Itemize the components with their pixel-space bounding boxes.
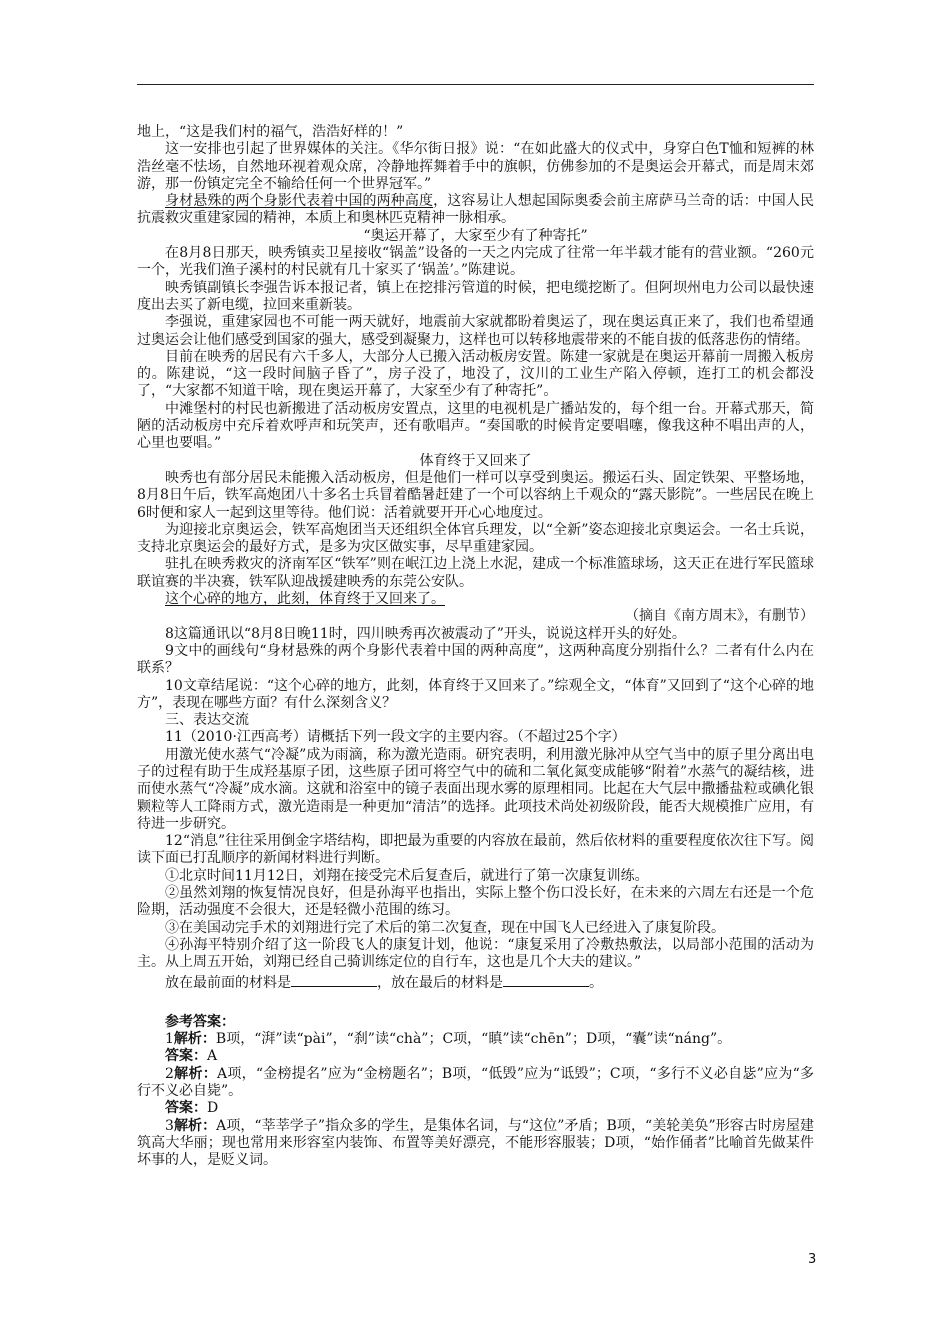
- answer-3: 3解析：A项，“莘莘学子”指众多的学生，是集体名词，与“这位”矛盾；B项，“美轮美奂”形容古时房屋建筑高大华丽；现也常用来形容室内装饰、布置等美好漂亮，不能形容服装；D项，“始作俑者”比喻首先做某件坏事的人，是贬义词。: [137, 1117, 815, 1169]
- fill-blank-last: [503, 974, 589, 987]
- question-11: 11（2010·江西高考）请概括下列一段文字的主要内容。（不超过25个字）: [165, 729, 626, 746]
- paragraph-12: 驻扎在映秀救灾的济南军区“铁军”则在岷江边上浇上水泥，建成一个标准篮球场，这天正在进行军民篮球联谊赛的半决赛，铁军队迎战援建映秀的东莞公安队。: [137, 556, 814, 590]
- paragraph-8: 中滩堡村的村民也新搬进了活动板房安置点，这里的电视机是广播站发的，每个组一台。开幕式那天，简陋的活动板房中充斥着欢呼声和玩笑声，还有歌唱声。“奏国歌的时候肯定要唱噻，像我这种不唱出声的人，心里也要唱。”: [137, 400, 814, 452]
- paragraph-2: [137, 193, 814, 228]
- source-note: （摘自《南方周末》，有删节）: [625, 608, 814, 625]
- fill-in-line: [137, 974, 814, 992]
- fill-blank-first: [291, 974, 377, 987]
- paragraph-2-rest: ，这容易让人想起国际奥委会前主席萨马兰奇的话：中国人民抗震救灾重建家园的精神，本质上和奥林匹克精神一脉相承。: [137, 193, 815, 227]
- material-1: ①北京时间11月12日，刘翔在接受完术后复查后，就进行了第一次康复训练。: [165, 867, 649, 884]
- underlined-sentence: 身材悬殊的两个身影代表着中国的两种高度: [165, 193, 434, 210]
- document-body: [137, 124, 814, 1170]
- paragraph-1: 这一安排也引起了世界媒体的关注。《华尔街日报》说：“在如此盛大的仪式中，身穿白色T恤和短裤的林浩丝毫不怯场，自然地环视着观众席，冷静地挥舞着手中的旗帜，仿佛参加的不是奥运会开幕式，而是周末郊游，那一份镇定完全不输给任何一个世界冠军。”: [137, 141, 814, 192]
- answer-2: 2解析：A项，“金榜提名”应为“金榜题名”；B项，“低毁”应为“诋毁”；C项，“多行不义必自毖”应为“多行不义必自毙”。: [137, 1065, 814, 1100]
- section-heading-2: 体育终于又回来了: [419, 452, 532, 469]
- fill-text-b: ，放在最后的材料是: [377, 974, 503, 991]
- paragraph-5: 映秀镇副镇长李强告诉本报记者，镇上在挖排污管道的时候，把电缆挖断了。但阿坝州电力公司以最快速度出去买了新电缆，拉回来重新装。: [137, 279, 814, 313]
- fill-text-c: 。: [589, 974, 603, 991]
- paragraph-11: 为迎接北京奥运会，铁军高炮团当天还组织全体官兵理发，以“全新”姿态迎接北京奥运会。一名士兵说，支持北京奥运会的最好方式，是多为灾区做实事，尽早重建家园。: [137, 521, 814, 556]
- question-8: 8这篇通讯以“8月8日晚11时，四川映秀再次被震动了”开头，说说这样开头的好处。: [165, 625, 686, 642]
- answer-1: 1解析：B项，“湃”读“pài”，“刹”读“chà”；C项，“瞋”读“chēn”；D项，“囊”读“náng”。: [165, 1031, 732, 1048]
- question-9: 9文中的画线句“身材悬殊的两个身影代表着中国的两种高度”，这两种高度分别指什么？二者有什么内在联系？: [137, 642, 814, 677]
- answer-1-key: 答案：A: [165, 1048, 218, 1065]
- paragraph-7: 目前在映秀的居民有六千多人，大部分人已搬入活动板房安置。陈建一家就是在奥运开幕前一周搬入板房的。陈建说，“这一段时间脑子昏了”，房子没了，地没了，汶川的工业生产陷入停顿，连打工的机会都没了，“大家都不知道干啥，现在奥运开幕了，大家至少有了种寄托”。: [137, 348, 814, 400]
- header-rule: [137, 84, 814, 85]
- material-3: ③在美国动完手术的刘翔进行完了术后的第二次复查，现在中国飞人已经进入了康复阶段。: [165, 919, 725, 936]
- answers-title: 参考答案：: [165, 1013, 235, 1030]
- paragraph-10: 映秀也有部分居民未能搬入活动板房，但是他们一样可以享受到奥运。搬运石头、固定铁架、平整场地，8月8日午后，铁军高炮团八十多名士兵冒着酷暑赶建了一个可以容纳上千观众的“露天影院”。一些居民在晚上6时便和家人一起到这里等待。他们说：活着就要开开心心地度过。: [137, 469, 814, 521]
- paragraph-13: [137, 591, 814, 608]
- paragraph-0: 地上，“这是我们村的福气，浩浩好样的！”: [137, 124, 404, 140]
- question-11-passage: 用激光使水蒸气“冷凝”成为雨滴，称为激光造雨。研究表明，利用激光脉冲从空气当中的原子里分离出电子的过程有助于生成羟基原子团，这些原子团可将空气中的硫和二氧化氮变成能够“附着”水蒸气的凝结核，进而使水蒸气“冷凝”成水滴。这就和浴室中的镜子表面出现水雾的原理相同。比起在大气层中撒播盐粒或碘化银颗粒等人工降雨方式，激光造雨是一种更加“清洁”的选择。此项技术尚处初级阶段，能否大规模推广应用，有待进一步研究。: [137, 746, 814, 832]
- page-number: 3: [808, 1252, 817, 1267]
- section-heading-1: “奥运开幕了，大家至少有了种寄托”: [363, 227, 588, 244]
- question-12: 12“消息”往往采用倒金字塔结构，即把最为重要的内容放在最前，然后依材料的重要程度依次往下写。阅读下面已打乱顺序的新闻材料进行判断。: [137, 833, 814, 867]
- material-4: ④孙海平特别介绍了这一阶段飞人的康复计划，他说：“康复采用了冷敷热敷法，以局部小范围的活动为主。从上周五开始，刘翔已经自己骑训练定位的自行车，这也是几个大夫的建议。”: [137, 936, 814, 971]
- answer-section: [137, 1014, 814, 1170]
- section-three-heading: 三、表达交流: [165, 712, 249, 729]
- material-2: ②虽然刘翔的恢复情况良好，但是孙海平也指出，实际上整个伤口没长好，在未来的六周左右还是一个危险期，活动强度不会很大，还是轻微小范围的练习。: [137, 885, 814, 919]
- underlined-ending: 这个心碎的地方，此刻，体育终于又回来了。: [165, 591, 445, 608]
- paragraph-6: 李强说，重建家园也不可能一两天就好，地震前大家就都盼着奥运了，现在奥运真正来了，我们也希望通过奥运会让他们感受到国家的强大，感受到凝聚力，这样也可以转移地震带来的不能自拔的低落悲伤的情绪。: [137, 314, 814, 348]
- question-10: 10文章结尾说：“这个心碎的地方，此刻，体育终于又回来了。”综观全文，“体育”又回到了“这个心碎的地方”，表现在哪些方面？有什么深刻含义？: [137, 677, 814, 711]
- fill-text-a: 放在最前面的材料是: [165, 974, 291, 991]
- paragraph-4: 在8月8日那天，映秀镇卖卫星接收“锅盖”设备的一天之内完成了往常一年半载才能有的营业额。“260元一个，光我们渔子溪村的村民就有几十家买了‘锅盖’。”陈建说。: [137, 245, 814, 279]
- answer-2-key: 答案：D: [165, 1100, 219, 1117]
